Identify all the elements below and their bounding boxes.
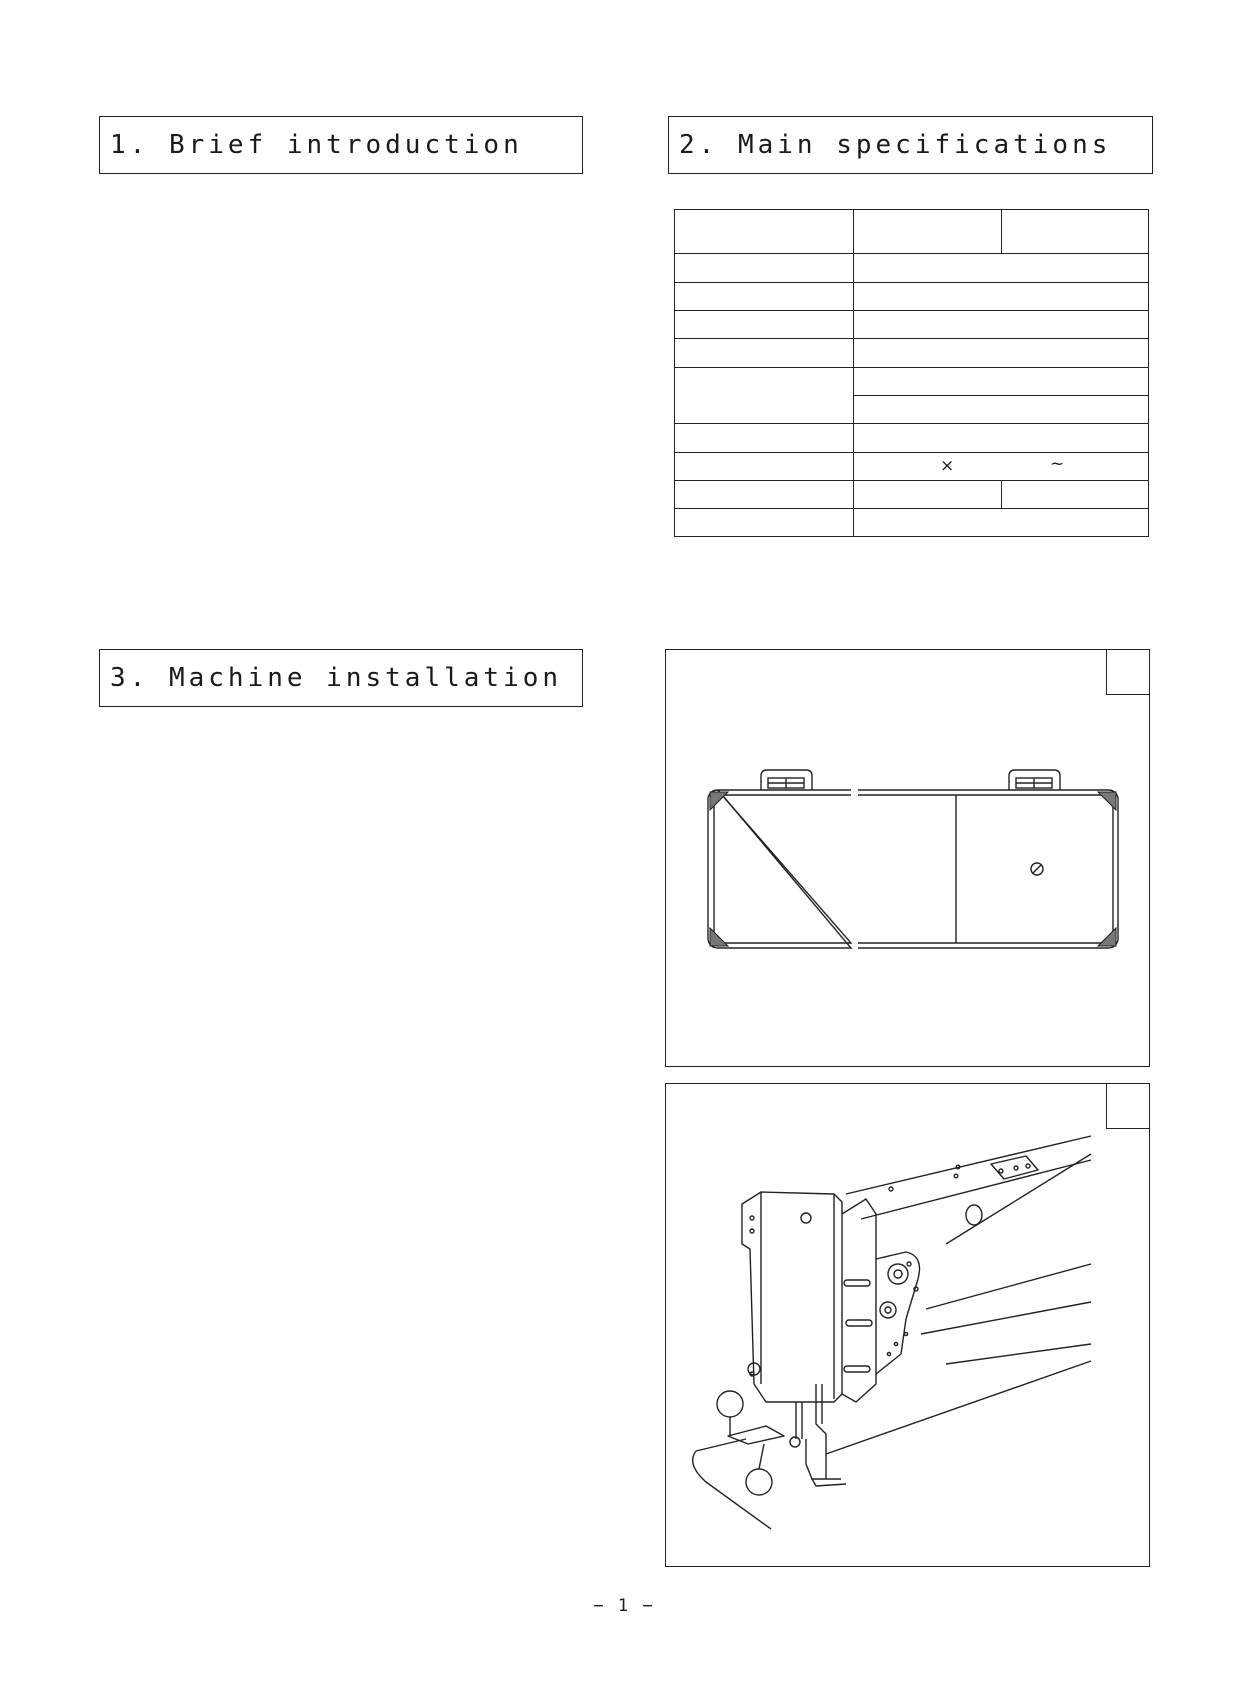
size-symbol: ×: [940, 456, 955, 476]
table-cell: [854, 210, 1002, 254]
table-cell: [675, 481, 854, 509]
table-cell: [854, 509, 1149, 537]
table-cell: [1002, 481, 1149, 509]
table-cell: [675, 283, 854, 311]
page-number: − 1 −: [593, 1596, 655, 1616]
table-cell: [675, 509, 854, 537]
table-row: [675, 368, 1149, 396]
section-heading-machine-installation: [99, 649, 583, 707]
table-row: [675, 509, 1149, 537]
figure-machine-head: [665, 1083, 1150, 1567]
table-cell: [854, 396, 1149, 424]
section-heading-text: 1. Brief introduction: [110, 130, 523, 160]
table-cell: [675, 424, 854, 453]
table-cell: [675, 311, 854, 339]
section-heading-text: 2. Main specifications: [679, 130, 1112, 160]
table-row: [675, 311, 1149, 339]
range-symbol: ~: [1050, 454, 1065, 474]
table-cell: [675, 254, 854, 283]
table-row: [675, 453, 1149, 481]
table-cell: [854, 311, 1149, 339]
machine-head-drawing: [666, 1084, 1151, 1568]
specifications-table: [674, 209, 1149, 537]
table-cell: [854, 339, 1149, 368]
section-heading-main-specifications: [668, 116, 1153, 174]
figure-table-top: [665, 649, 1150, 1067]
table-cell: [854, 283, 1149, 311]
table-row: [675, 254, 1149, 283]
table-row: [675, 283, 1149, 311]
table-cell: [854, 368, 1149, 396]
table-row: [675, 481, 1149, 509]
section-heading-brief-introduction: [99, 116, 583, 174]
table-cell: [854, 453, 1149, 481]
table-cell: [675, 453, 854, 481]
table-cell: [854, 424, 1149, 453]
table-cell: [854, 254, 1149, 283]
table-row: [675, 424, 1149, 453]
table-cell: [854, 481, 1002, 509]
table-cell: [675, 339, 854, 368]
table-cell: [1002, 210, 1149, 254]
table-header-row: [675, 210, 1149, 254]
table-row: [675, 339, 1149, 368]
table-cell: [675, 210, 854, 254]
section-heading-text: 3. Machine installation: [110, 663, 563, 693]
table-cell: [675, 368, 854, 424]
table-top-drawing: [666, 650, 1151, 1068]
